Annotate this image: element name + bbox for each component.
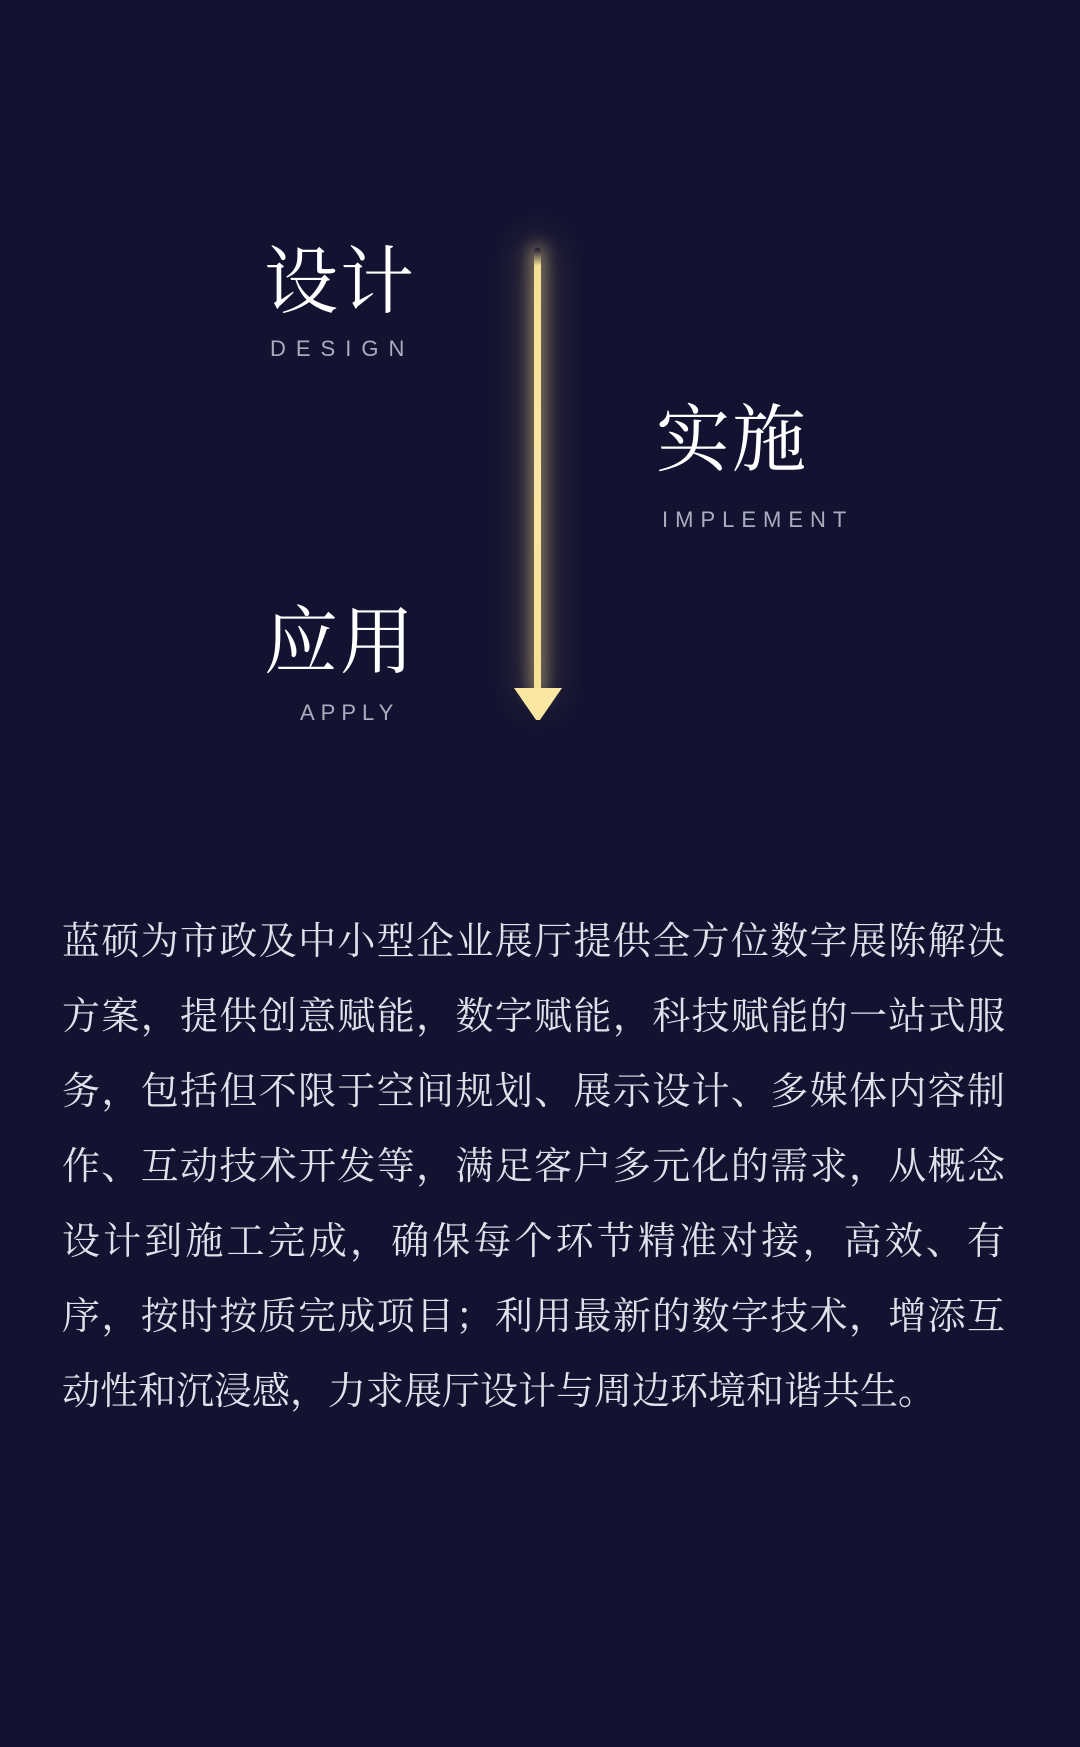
step-design-title: 设计 bbox=[264, 242, 416, 324]
down-arrow-shaft bbox=[534, 248, 541, 695]
step-design-label: DESIGN bbox=[270, 336, 415, 361]
description-line: 作、互动技术开发等，满足客户多元化的需求，从概念 bbox=[62, 1146, 1005, 1188]
description-line: 方案，提供创意赋能，数字赋能，科技赋能的一站式服 bbox=[62, 996, 1005, 1038]
description-line: 蓝硕为市政及中小型企业展厅提供全方位数字展陈解决 bbox=[62, 921, 1005, 963]
description-line: 动性和沉浸感，力求展厅设计与周边环境和谐共生。 bbox=[62, 1371, 937, 1413]
step-apply-label: APPLY bbox=[300, 700, 400, 725]
description-line: 务，包括但不限于空间规划、展示设计、多媒体内容制 bbox=[62, 1071, 1005, 1113]
step-implement-label: IMPLEMENT bbox=[662, 507, 854, 532]
company-description bbox=[62, 905, 1005, 1430]
description-line: 设计到施工完成，确保每个环节精准对接，高效、有 bbox=[62, 1221, 1005, 1263]
down-arrow-head bbox=[514, 688, 562, 720]
step-implement-title: 实施 bbox=[656, 400, 808, 482]
description-line: 序，按时按质完成项目；利用最新的数字技术，增添互 bbox=[62, 1296, 1005, 1338]
step-apply-title: 应用 bbox=[264, 602, 416, 684]
